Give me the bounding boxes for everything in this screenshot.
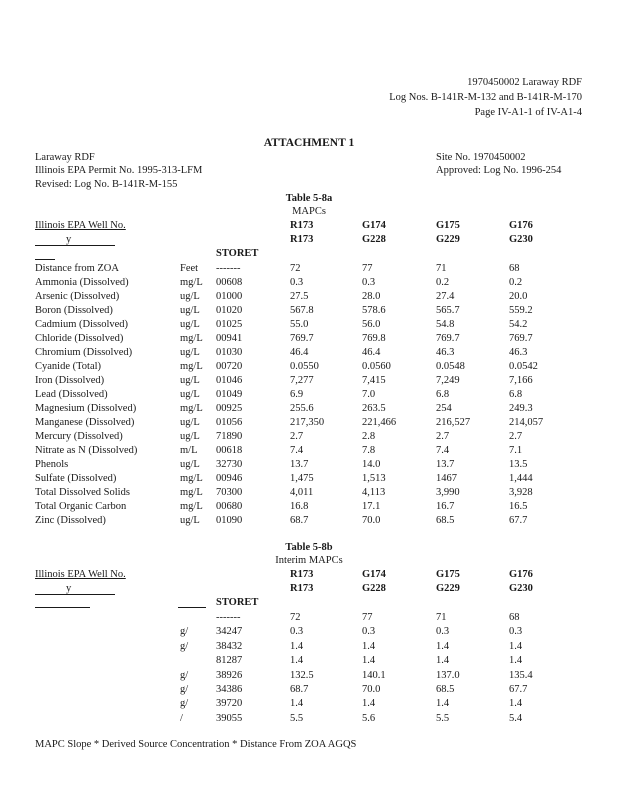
table-a-row-13-param: Nitrate as N (Dissolved)	[35, 445, 138, 456]
table-a-row-7-unit: mg/L	[180, 361, 203, 372]
table-a-row-9-val-1: 7.0	[362, 389, 376, 400]
table-b-row-2-val-0: 1.4	[290, 640, 304, 652]
table-a-row-5-storet: 00941	[216, 333, 243, 344]
table-a-row-7-val-3: 0.0542	[509, 361, 538, 372]
table-a-row-8-unit: ug/L	[180, 375, 200, 386]
table-a-row-6-val-3: 46.3	[509, 347, 528, 358]
table-b-row-0-storet: -------	[216, 612, 241, 623]
table-b-row-6-unit: g/	[180, 698, 189, 710]
table-a-row-6-unit: ug/L	[180, 347, 200, 358]
table-a-row-16-val-0: 4,011	[290, 487, 314, 498]
table-b-row-2-val-3: 1.4	[509, 640, 523, 652]
table-a-row-3-val-0: 567.8	[290, 305, 314, 316]
table-a-row-17-val-2: 16.7	[436, 501, 455, 512]
info-permit: Illinois EPA Permit No. 1995-313-LFM	[35, 165, 203, 176]
table-a-row-14-param: Phenols	[35, 459, 69, 470]
table-b-well-3-top: G176	[509, 569, 533, 580]
table-b-row-0-val-0: 72	[290, 612, 301, 623]
table-a-row-13-unit: m/L	[180, 445, 198, 456]
table-b-row-3-val-2: 1.4	[436, 655, 450, 667]
table-b-row-4-storet: 38926	[216, 669, 243, 681]
table-b-well-1-bottom: G228	[362, 583, 386, 594]
table-b-row-7-val-2: 5.5	[436, 712, 450, 724]
table-a-well-1-bottom: G228	[362, 234, 386, 245]
table-a-well-0-top: R173	[290, 220, 314, 231]
table-b-row-0-val-1: 77	[362, 612, 373, 623]
table-a-row-11-param: Manganese (Dissolved)	[35, 417, 135, 428]
table-a-row-12-storet: 71890	[216, 431, 243, 442]
table-a-row-1-val-0: 0.3	[290, 277, 304, 288]
table-a-row-15-storet: 00946	[216, 473, 243, 484]
table-a-row-17-storet: 00680	[216, 501, 243, 512]
table-b-row-3-val-0: 1.4	[290, 655, 304, 667]
table-a-row-15-unit: mg/L	[180, 473, 203, 484]
table-a-row-17-param: Total Organic Carbon	[35, 501, 127, 512]
table-a-row-16-val-3: 3,928	[509, 487, 533, 498]
table-b-row-2-storet: 38432	[216, 640, 243, 652]
table-a-row-2-val-3: 20.0	[509, 291, 528, 302]
table-b-row-1-val-3: 0.3	[509, 626, 523, 638]
table-a-row-0-val-3: 68	[509, 263, 520, 274]
table-b-well-3-bottom: G230	[509, 583, 533, 594]
header-site-line: 1970450002 Laraway RDF	[467, 77, 582, 88]
table-b-row-1-unit: g/	[180, 626, 189, 638]
table-a-row-1-unit: mg/L	[180, 277, 203, 288]
table-a-row-18-val-3: 67.7	[509, 515, 528, 526]
table-a-row-4-val-2: 54.8	[436, 319, 455, 330]
table-b-row-7-storet: 39055	[216, 712, 243, 724]
table-a-row-10-val-1: 263.5	[362, 403, 386, 414]
table-b-row-3-val-1: 1.4	[362, 655, 376, 667]
table-b-row-0-val-2: 71	[436, 612, 447, 623]
table-b-well-label: Illinois EPA Well No.	[35, 569, 126, 580]
table-a-row-5-val-3: 769.7	[509, 333, 533, 344]
table-a-row-5-param: Chloride (Dissolved)	[35, 333, 124, 344]
table-b-row-1-storet: 34247	[216, 626, 243, 638]
table-a-well-2-top: G175	[436, 220, 460, 231]
info-revised: Revised: Log No. B-141R-M-155	[35, 179, 178, 190]
table-b-well-0-bottom: R173	[290, 583, 314, 594]
table-a-row-6-val-1: 46.4	[362, 347, 381, 358]
table-a-row-13-val-0: 7.4	[290, 445, 304, 456]
table-b-row-1-val-2: 0.3	[436, 626, 450, 638]
table-a-row-3-val-2: 565.7	[436, 305, 460, 316]
header-log-line: Log Nos. B-141R-M-132 and B-141R-M-170	[389, 92, 582, 103]
table-a-row-7-storet: 00720	[216, 361, 243, 372]
table-a-row-4-param: Cadmium (Dissolved)	[35, 319, 129, 330]
table-a-row-3-storet: 01020	[216, 305, 243, 316]
table-b-row-4-val-2: 137.0	[436, 669, 460, 681]
table-a-row-1-val-3: 0.2	[509, 277, 523, 288]
table-b-unit-rule	[178, 607, 206, 608]
table-a-row-0-param: Distance from ZOA	[35, 263, 119, 274]
table-a-row-16-storet: 70300	[216, 487, 243, 498]
table-a-row-7-val-2: 0.0548	[436, 361, 465, 372]
table-a-row-8-val-2: 7,249	[436, 375, 460, 386]
table-a-row-3-val-1: 578.6	[362, 305, 386, 316]
table-a-well-0-bottom: R173	[290, 234, 314, 245]
table-a-title: Table 5-8a	[285, 193, 333, 204]
table-a-row-1-val-1: 0.3	[362, 277, 376, 288]
table-b-row-7-val-3: 5.4	[509, 712, 523, 724]
table-b-row-0-val-3: 68	[509, 612, 520, 623]
table-b-row-7-unit: /	[180, 712, 183, 724]
table-a-row-12-param: Mercury (Dissolved)	[35, 431, 123, 442]
table-b-row-7-val-1: 5.6	[362, 712, 376, 724]
table-b-row-3-storet: 81287	[216, 655, 243, 667]
table-a-row-12-val-0: 2.7	[290, 431, 304, 442]
table-a-short-rule	[35, 259, 55, 260]
table-b-y-label: y	[66, 583, 72, 594]
table-a-row-13-val-2: 7.4	[436, 445, 450, 456]
table-a-row-6-val-0: 46.4	[290, 347, 309, 358]
table-a-row-10-param: Magnesium (Dissolved)	[35, 403, 137, 414]
table-a-row-12-val-2: 2.7	[436, 431, 450, 442]
info-site-no: Site No. 1970450002	[436, 152, 526, 163]
table-b-row-3-val-3: 1.4	[509, 655, 523, 667]
table-a-row-9-param: Lead (Dissolved)	[35, 389, 108, 400]
table-a-row-11-val-0: 217,350	[290, 417, 325, 428]
table-a-well-2-bottom: G229	[436, 234, 460, 245]
table-a-row-0-val-2: 71	[436, 263, 447, 274]
table-a-row-5-val-0: 769.7	[290, 333, 314, 344]
table-a-row-2-param: Arsenic (Dissolved)	[35, 291, 120, 302]
table-a-row-11-val-1: 221,466	[362, 417, 397, 428]
table-a-row-8-val-3: 7,166	[509, 375, 533, 386]
table-a-row-0-unit: Feet	[180, 263, 199, 274]
table-a-well-3-bottom: G230	[509, 234, 533, 245]
table-a-row-10-val-3: 249.3	[509, 403, 533, 414]
table-a-row-8-val-1: 7,415	[362, 375, 386, 386]
table-a-storet-header: STORET	[216, 248, 259, 259]
table-b-row-4-unit: g/	[180, 669, 189, 681]
table-b-row-6-val-0: 1.4	[290, 698, 304, 710]
table-a-row-16-param: Total Dissolved Solids	[35, 487, 130, 498]
table-a-row-15-val-2: 1467	[436, 473, 457, 484]
table-a-row-14-storet: 32730	[216, 459, 243, 470]
table-b-subtitle: Interim MAPCs	[275, 555, 343, 566]
table-a-row-16-unit: mg/L	[180, 487, 203, 498]
table-a-row-17-val-1: 17.1	[362, 501, 381, 512]
table-b-title: Table 5-8b	[285, 542, 333, 553]
table-a-row-17-val-0: 16.8	[290, 501, 309, 512]
table-a-row-9-storet: 01049	[216, 389, 243, 400]
table-b-row-5-val-3: 67.7	[509, 684, 528, 695]
table-a-row-13-storet: 00618	[216, 445, 243, 456]
table-a-row-6-param: Chromium (Dissolved)	[35, 347, 133, 358]
table-b-row-6-val-2: 1.4	[436, 698, 450, 710]
table-a-row-17-unit: mg/L	[180, 501, 203, 512]
table-a-row-11-storet: 01056	[216, 417, 243, 428]
table-a-row-4-val-3: 54.2	[509, 319, 528, 330]
table-a-row-12-unit: ug/L	[180, 431, 200, 442]
table-a-y-rule	[35, 245, 115, 246]
table-a-row-18-storet: 01090	[216, 515, 243, 526]
table-a-row-5-val-1: 769.8	[362, 333, 386, 344]
table-a-row-5-val-2: 769.7	[436, 333, 460, 344]
table-a-row-14-val-3: 13.5	[509, 459, 528, 470]
table-b-y-rule	[35, 594, 115, 595]
table-b-storet-header: STORET	[216, 597, 259, 608]
table-a-row-15-val-1: 1,513	[362, 473, 386, 484]
table-b-row-5-val-1: 70.0	[362, 684, 381, 695]
table-a-row-0-val-0: 72	[290, 263, 301, 274]
table-a-row-18-unit: ug/L	[180, 515, 200, 526]
table-b-row-1-val-1: 0.3	[362, 626, 376, 638]
table-a-row-15-param: Sulfate (Dissolved)	[35, 473, 117, 484]
table-a-row-4-val-0: 55.0	[290, 319, 309, 330]
table-a-row-3-val-3: 559.2	[509, 305, 533, 316]
table-a-row-14-unit: ug/L	[180, 459, 200, 470]
table-a-row-11-val-3: 214,057	[509, 417, 544, 428]
table-b-row-4-val-0: 132.5	[290, 669, 314, 681]
table-a-row-11-val-2: 216,527	[436, 417, 471, 428]
table-b-row-6-val-3: 1.4	[509, 698, 523, 710]
table-b-row-1-val-0: 0.3	[290, 626, 304, 638]
table-a-row-6-val-2: 46.3	[436, 347, 455, 358]
info-approved: Approved: Log No. 1996-254	[436, 165, 562, 176]
table-a-row-14-val-2: 13.7	[436, 459, 455, 470]
table-b-row-4-val-3: 135.4	[509, 669, 533, 681]
table-a-row-1-param: Ammonia (Dissolved)	[35, 277, 129, 288]
table-b-row-5-val-2: 68.5	[436, 684, 455, 695]
table-a-row-14-val-0: 13.7	[290, 459, 309, 470]
header-page-line: Page IV-A1-1 of IV-A1-4	[474, 107, 582, 118]
table-a-row-9-val-3: 6.8	[509, 389, 523, 400]
table-a-row-15-val-3: 1,444	[509, 473, 533, 484]
table-a-y-label: y	[66, 234, 72, 245]
table-a-row-10-val-0: 255.6	[290, 403, 314, 414]
table-a-row-1-val-2: 0.2	[436, 277, 450, 288]
table-a-row-9-val-0: 6.9	[290, 389, 304, 400]
table-b-row-7-val-0: 5.5	[290, 712, 304, 724]
table-a-row-18-val-2: 68.5	[436, 515, 455, 526]
table-a-row-2-unit: ug/L	[180, 291, 200, 302]
table-a-well-3-top: G176	[509, 220, 533, 231]
table-a-well-1-top: G174	[362, 220, 386, 231]
table-a-row-15-val-0: 1,475	[290, 473, 314, 484]
table-a-row-16-val-1: 4,113	[362, 487, 386, 498]
table-b-well-2-top: G175	[436, 569, 460, 580]
table-a-row-3-unit: ug/L	[180, 305, 200, 316]
table-a-row-2-storet: 01000	[216, 291, 243, 302]
table-a-row-4-storet: 01025	[216, 319, 243, 330]
table-a-subtitle: MAPCs	[292, 206, 326, 217]
table-a-row-12-val-3: 2.7	[509, 431, 523, 442]
table-b-well-2-bottom: G229	[436, 583, 460, 594]
table-a-row-2-val-0: 27.5	[290, 291, 309, 302]
table-a-well-label: Illinois EPA Well No.	[35, 220, 126, 231]
table-a-row-6-storet: 01030	[216, 347, 243, 358]
table-a-row-0-val-1: 77	[362, 263, 373, 274]
table-b-row-2-unit: g/	[180, 640, 189, 652]
table-a-row-4-unit: ug/L	[180, 319, 200, 330]
table-a-row-8-param: Iron (Dissolved)	[35, 375, 105, 386]
table-a-row-10-unit: mg/L	[180, 403, 203, 414]
table-a-row-12-val-1: 2.8	[362, 431, 376, 442]
table-a-row-8-storet: 01046	[216, 375, 243, 386]
table-b-row-6-storet: 39720	[216, 698, 243, 710]
footer-formula: MAPC Slope * Derived Source Concentration * Distance From ZOA AGQS	[35, 739, 357, 750]
table-b-row-5-storet: 34386	[216, 684, 243, 695]
table-a-row-7-val-1: 0.0560	[362, 361, 391, 372]
page-title: ATTACHMENT 1	[263, 137, 355, 149]
table-a-row-0-storet: -------	[216, 263, 241, 274]
table-a-row-18-val-0: 68.7	[290, 515, 309, 526]
info-site-name: Laraway RDF	[35, 152, 95, 163]
table-a-row-3-param: Boron (Dissolved)	[35, 305, 113, 316]
table-a-row-7-val-0: 0.0550	[290, 361, 319, 372]
table-a-row-16-val-2: 3,990	[436, 487, 460, 498]
table-a-row-17-val-3: 16.5	[509, 501, 528, 512]
table-b-well-0-top: R173	[290, 569, 314, 580]
table-a-row-2-val-1: 28.0	[362, 291, 381, 302]
table-a-row-14-val-1: 14.0	[362, 459, 381, 470]
table-a-row-5-unit: mg/L	[180, 333, 203, 344]
table-a-row-9-unit: ug/L	[180, 389, 200, 400]
table-a-row-2-val-2: 27.4	[436, 291, 455, 302]
table-a-row-1-storet: 00608	[216, 277, 243, 288]
table-b-row-5-unit: g/	[180, 684, 189, 695]
table-a-row-13-val-1: 7.8	[362, 445, 376, 456]
table-b-well-1-top: G174	[362, 569, 386, 580]
table-a-row-13-val-3: 7.1	[509, 445, 523, 456]
table-a-row-18-param: Zinc (Dissolved)	[35, 515, 106, 526]
table-b-row-2-val-2: 1.4	[436, 640, 450, 652]
table-a-row-10-val-2: 254	[436, 403, 452, 414]
table-b-left-rule	[35, 607, 90, 608]
table-a-row-11-unit: ug/L	[180, 417, 200, 428]
table-a-row-7-param: Cyanide (Total)	[35, 361, 102, 372]
table-a-row-4-val-1: 56.0	[362, 319, 381, 330]
table-b-row-6-val-1: 1.4	[362, 698, 376, 710]
table-b-row-5-val-0: 68.7	[290, 684, 309, 695]
table-a-row-10-storet: 00925	[216, 403, 243, 414]
table-a-row-18-val-1: 70.0	[362, 515, 381, 526]
table-b-row-4-val-1: 140.1	[362, 669, 386, 681]
table-a-row-8-val-0: 7,277	[290, 375, 314, 386]
table-b-row-2-val-1: 1.4	[362, 640, 376, 652]
table-a-row-9-val-2: 6.8	[436, 389, 450, 400]
